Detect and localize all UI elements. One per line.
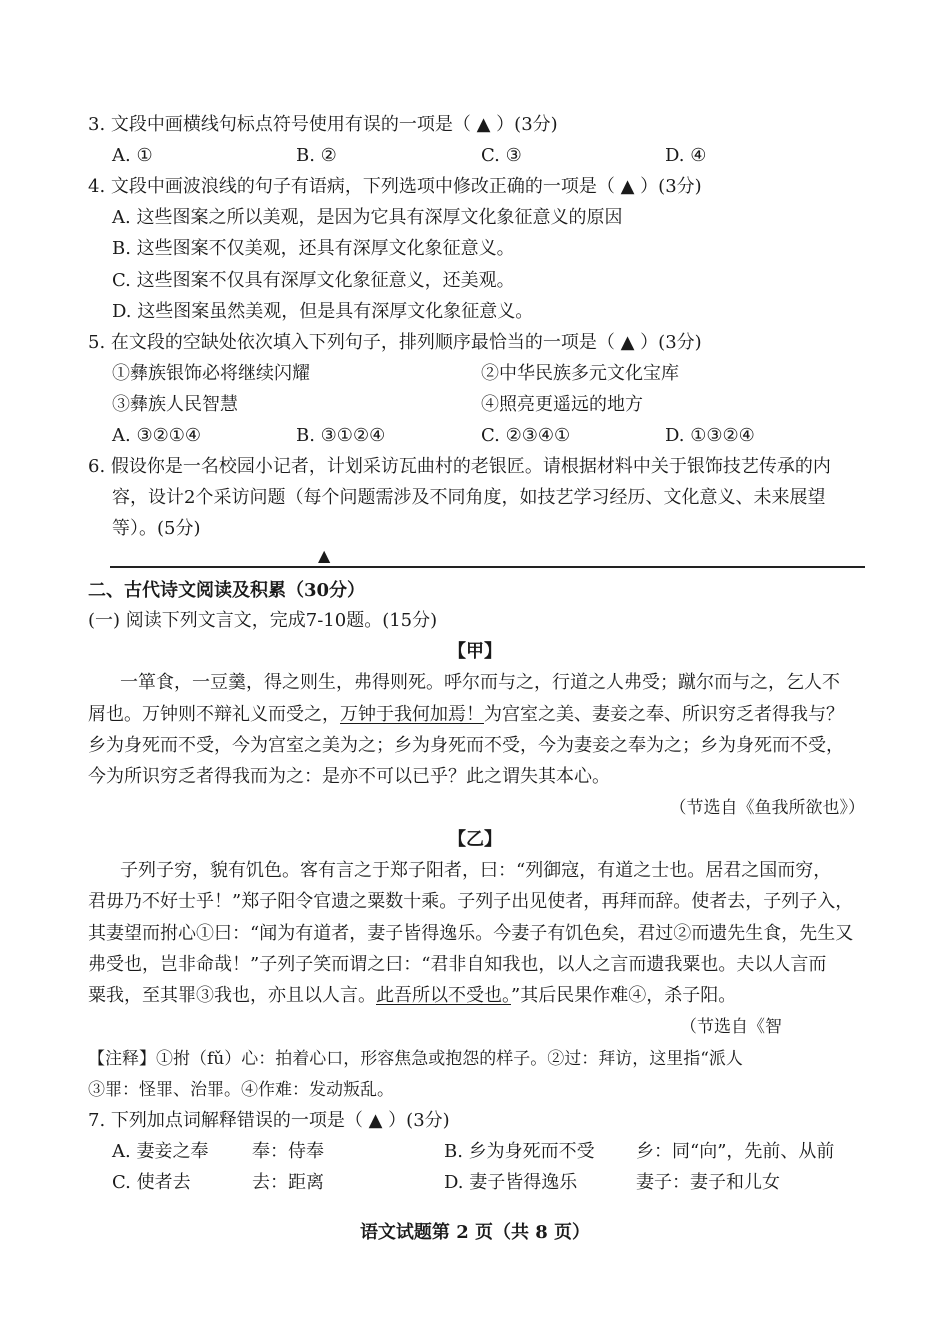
q4-option-a: A. 这些图案之所以美观，是因为它具有深厚文化象征意义的原因: [112, 207, 623, 228]
q5-item-1: ①彝族银饰必将继续闪耀: [112, 363, 310, 384]
q7-option-c: C. 使者去: [112, 1172, 191, 1193]
notes-line-1: 【注释】①拊（fǔ）心：拍着心口，形容焦急或抱怨的样子。②过：拜访，这里指“派人: [88, 1049, 743, 1069]
q7-option-b: B. 乡为身死而不受: [444, 1141, 595, 1162]
q5-item-3: ③彝族人民智慧: [112, 394, 238, 415]
jia-line-1: 一箪食，一豆羹，得之则生，弗得则死。呼尔而与之，行道之人弗受；蹴尔而与之，乞人不: [120, 672, 840, 693]
q4-stem: 4. 文段中画波浪线的句子有语病，下列选项中修改正确的一项是（ ▲ ）(3分): [88, 176, 702, 197]
q5-option-c: C. ②③④①: [481, 425, 571, 446]
answer-line[interactable]: [110, 566, 865, 568]
q4-option-d: D. 这些图案虽然美观，但是具有深厚文化象征意义。: [112, 301, 534, 322]
notes-line-2: ③罪：怪罪、治罪。④作难：发动叛乱。: [88, 1080, 394, 1100]
jia-line-2: 屑也。万钟则不辩礼义而受之，万钟于我何加焉！为宫室之美、妻妾之奉、所识穷乏者得我与？: [88, 704, 844, 725]
yi-line-3: 其妻望而拊心①曰：“闻为有道者，妻子皆得逸乐。今妻子有饥色矣，君过②而遗先生食，先生又: [88, 923, 854, 944]
q5-option-a: A. ③②①④: [112, 425, 201, 446]
yi-underlined-sentence: 此吾所以不受也。: [376, 985, 511, 1006]
q4-option-b: B. 这些图案不仅美观，还具有深厚文化象征意义。: [112, 238, 515, 259]
section-2-sub-1: (一) 阅读下列文言文，完成7-10题。(15分): [88, 610, 438, 631]
yi-label: 【乙】: [448, 829, 502, 850]
yi-line-1: 子列子穷，貌有饥色。客有言之于郑子阳者，曰：“列御寇，有道之士也。居君之国而穷，: [120, 860, 832, 881]
q3-option-c: C. ③: [481, 145, 522, 166]
q6-line-1: 6. 假设你是一名校园小记者，计划采访瓦曲村的老银匠。请根据材料中关于银饰技艺传承的内: [88, 456, 831, 477]
q3-stem: 3. 文段中画横线句标点符号使用有误的一项是（ ▲ ）(3分): [88, 114, 558, 135]
page-footer: 语文试题第 2 页（共 8 页）: [359, 1222, 591, 1243]
jia-line-3: 乡为身死而不受，今为宫室之美为之；乡为身死而不受，今为妻妾之奉为之；乡为身死而不受，: [88, 735, 844, 756]
yi-line-4: 弗受也，岂非命哉！”子列子笑而谓之曰：“君非自知我也，以人之言而遗我粟也。夫以人言而: [88, 954, 827, 975]
q5-stem: 5. 在文段的空缺处依次填入下列句子，排列顺序最恰当的一项是（ ▲ ）(3分): [88, 332, 702, 353]
jia-line-4: 今为所识穷乏者得我而为之：是亦不可以已乎？此之谓失其本心。: [88, 766, 610, 787]
yi-source: （节选自《智: [680, 1017, 782, 1037]
q5-option-d: D. ①③②④: [665, 425, 755, 446]
q7-option-a: A. 妻妾之奉: [112, 1141, 209, 1162]
q3-option-d: D. ④: [665, 145, 707, 166]
q4-option-c: C. 这些图案不仅具有深厚文化象征意义，还美观。: [112, 270, 515, 291]
q6-line-3: 等）。(5分): [112, 518, 201, 539]
section-2-title: 二、古代诗文阅读及积累（30分）: [88, 580, 366, 601]
q5-option-b: B. ③①②④: [296, 425, 386, 446]
q7-option-d-gloss: 妻子：妻子和儿女: [636, 1172, 780, 1193]
q7-option-d: D. 妻子皆得逸乐: [444, 1172, 578, 1193]
q3-option-b: B. ②: [296, 145, 337, 166]
q5-item-4: ④照亮更遥远的地方: [481, 394, 643, 415]
q6-line-2: 容，设计2个采访问题（每个问题需涉及不同角度，如技艺学习经历、文化意义、未来展望: [112, 487, 826, 508]
jia-source: （节选自《鱼我所欲也》）: [669, 798, 865, 818]
q7-option-c-gloss: 去：距离: [252, 1172, 324, 1193]
jia-label: 【甲】: [448, 641, 502, 662]
answer-triangle-icon: ▲: [318, 546, 331, 565]
q7-stem: 7. 下列加点词解释错误的一项是（ ▲ ）(3分): [88, 1110, 450, 1131]
q7-option-b-gloss: 乡：同“向”，先前、从前: [636, 1141, 835, 1162]
q5-item-2: ②中华民族多元文化宝库: [481, 363, 679, 384]
q3-option-a: A. ①: [112, 145, 153, 166]
q7-option-a-gloss: 奉：侍奉: [252, 1141, 324, 1162]
yi-line-2: 君毋乃不好士乎！”郑子阳令官遗之粟数十乘。子列子出见使者，再拜而辞。使者去，子列子入，: [88, 891, 854, 912]
yi-line-5: 粟我，至其罪③我也，亦且以人言。此吾所以不受也。”其后民果作难④，杀子阳。: [88, 985, 737, 1006]
jia-underlined-sentence: 万钟于我何加焉！: [340, 704, 484, 725]
